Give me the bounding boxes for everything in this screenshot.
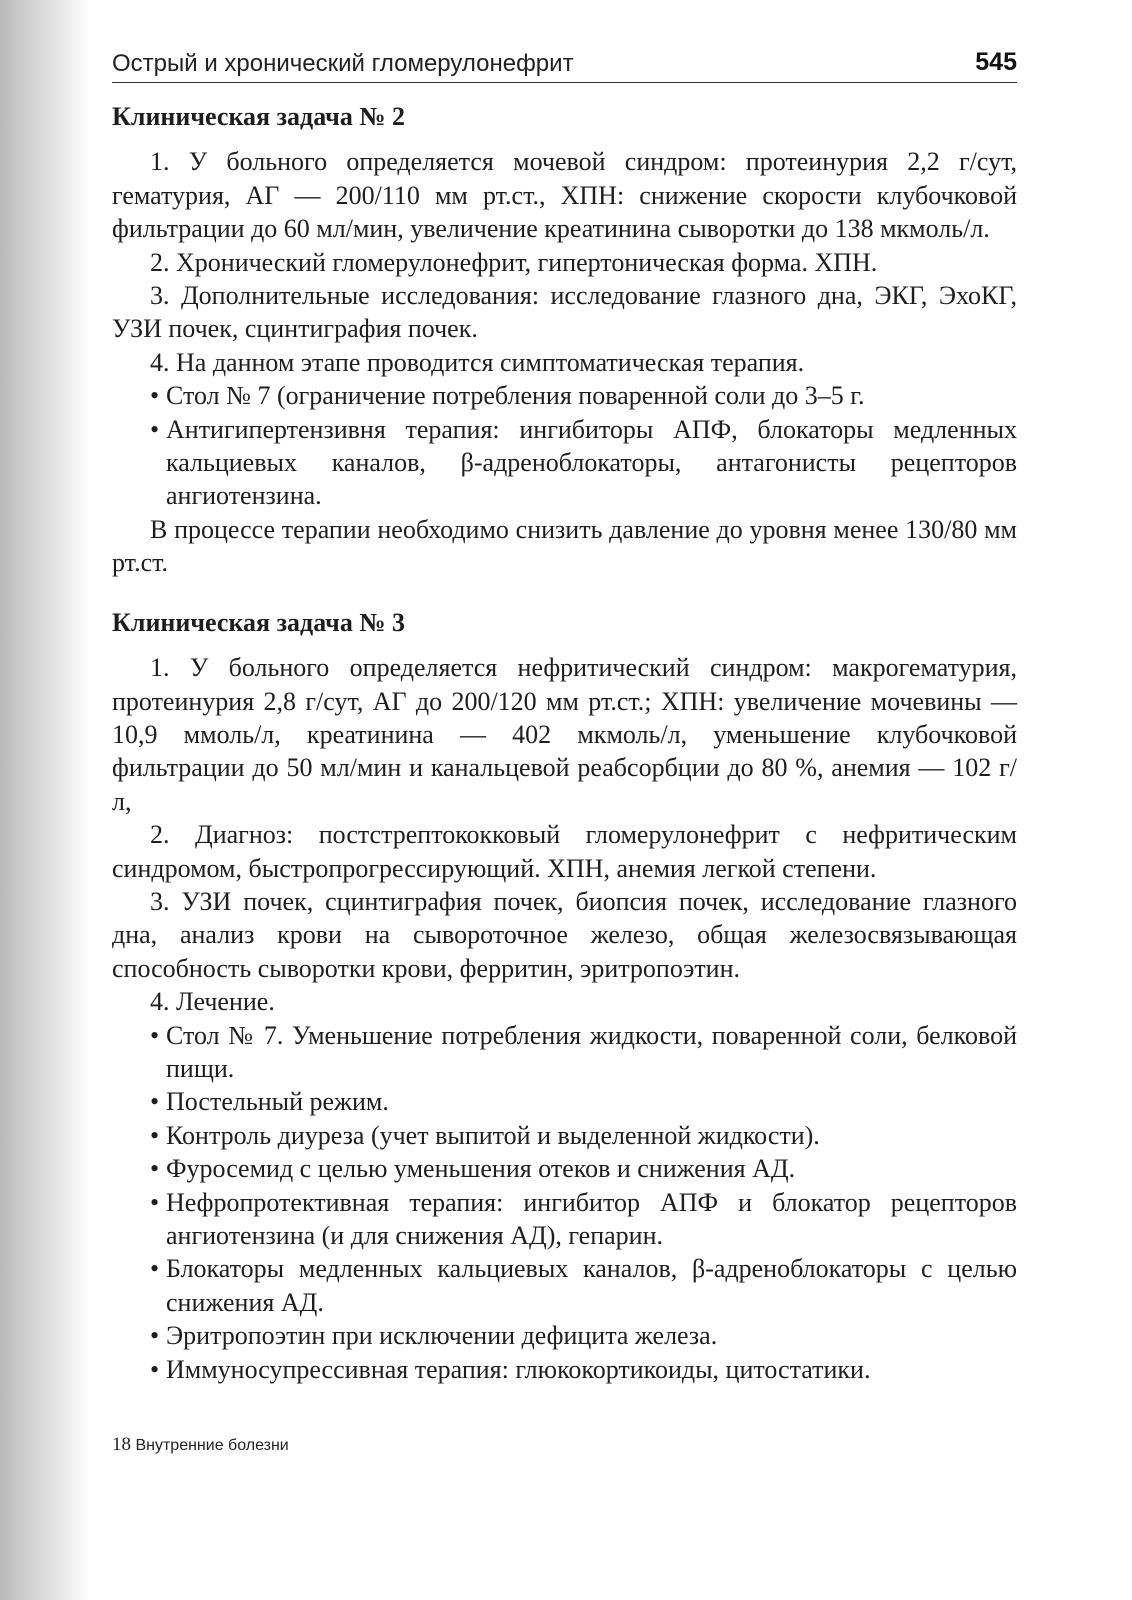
list-item-text: Постельный режим. [166, 1087, 389, 1117]
list-item-text: Нефропротективная терапия: ингибитор АПФ и блокатор рецепторов ангиотензина (и для снижения АД), гепарин. [166, 1187, 1017, 1250]
list-item [112, 1186, 1017, 1253]
bullet-icon: • [150, 1120, 160, 1150]
list-item-text: Стол № 7 (ограничение потребления поваренной соли до 3–5 г. [166, 381, 865, 411]
signature-title: Внутренние болезни [135, 1437, 289, 1454]
task2-paragraph-1: 1. У больного определяется мочевой синдром: протеинурия 2,2 г/сут, гематурия, АГ — 200/110 мм рт.ст., ХПН: снижение скорости клубочковой фильтрации до 60 мл/мин, увеличение креатинина сыворотки до 138 мкмоль/л. [112, 147, 1017, 244]
task2-heading: Клиническая задача № 2 [112, 102, 405, 131]
task3-paragraph-2: 2. Диагноз: постстрептококковый гломерулонефрит с нефритическим синдромом, быстропрогрессирующий. ХПН, анемия легкой степени. [112, 820, 1017, 883]
list-item [112, 1152, 1017, 1185]
bullet-icon: • [150, 381, 160, 411]
list-item [112, 1353, 1017, 1386]
list-item-text: Фуросемид с целью уменьшения отеков и снижения АД. [166, 1154, 796, 1184]
bullet-icon: • [150, 1354, 160, 1384]
list-item [112, 1119, 1017, 1152]
list-item [112, 1085, 1017, 1118]
page-gutter-shadow [0, 0, 90, 1600]
bullet-icon: • [150, 1321, 160, 1351]
page-body [112, 100, 1017, 1386]
list-item-text: Эритропоэтин при исключении дефицита железа. [166, 1321, 718, 1351]
running-title: Острый и хронический гломерулонефрит [112, 50, 574, 77]
task3-paragraph-1: 1. У больного определяется нефритический синдром: макрогематурия, протеинурия 2,8 г/сут, АГ до 200/120 мм рт.ст.; ХПН: увеличение мочевины — 10,9 ммоль/л, креатинина — 402 мкмоль/л, уменьшение клубочковой фильтрации до 50 мл/мин и канальцевой реабсорбции до 80 %, анемия — 102 г/л, [112, 653, 1017, 816]
task2-paragraph-2: 2. Хронический гломерулонефрит, гипертоническая форма. ХПН. [150, 247, 878, 277]
task2-bullet-list [112, 379, 1017, 513]
list-item [112, 1252, 1017, 1319]
signature-number: 18 [112, 1434, 131, 1455]
page-number: 545 [975, 48, 1017, 76]
bullet-icon: • [150, 1020, 160, 1050]
footer-signature [112, 1434, 289, 1456]
task3-heading: Клиническая задача № 3 [112, 607, 405, 637]
list-item-text: Стол № 7. Уменьшение потребления жидкости, поваренной соли, белковой пищи. [166, 1020, 1017, 1083]
list-item-text: Блокаторы медленных кальциевых каналов, β-адреноблокаторы с целью снижения АД. [166, 1254, 1017, 1317]
task3-paragraph-3: 3. УЗИ почек, сцинтиграфия почек, биопсия почек, исследование глазного дна, анализ крови на сывороточное железо, общая железосвязывающая способность сыворотки крови, ферритин, эритропоэтин. [112, 886, 1017, 983]
list-item [112, 1319, 1017, 1352]
list-item [112, 413, 1017, 513]
bullet-icon: • [150, 1087, 160, 1117]
task3-bullet-list [112, 1019, 1017, 1386]
task3-paragraph-4: 4. Лечение. [150, 987, 275, 1017]
list-item-text: Антигипертензивня терапия: ингибиторы АПФ, блокаторы медленных кальциевых каналов, β-адреноблокаторы, антагонисты рецепторов ангиотензина. [166, 414, 1017, 511]
task2-paragraph-4: 4. На данном этапе проводится симптоматическая терапия. [150, 347, 805, 377]
running-head [112, 48, 1017, 83]
bullet-icon: • [150, 1254, 160, 1284]
bullet-icon: • [150, 414, 160, 444]
list-item-text: Контроль диуреза (учет выпитой и выделенной жидкости). [166, 1120, 820, 1150]
bullet-icon: • [150, 1154, 160, 1184]
bullet-icon: • [150, 1187, 160, 1217]
task2-paragraph-3: 3. Дополнительные исследования: исследование глазного дна, ЭКГ, ЭхоКГ, УЗИ почек, сцинтиграфия почек. [112, 281, 1017, 344]
list-item [112, 1019, 1017, 1086]
task2-paragraph-5: В процессе терапии необходимо снизить давление до уровня менее 130/80 мм рт.ст. [112, 514, 1017, 578]
list-item [112, 379, 1017, 412]
list-item-text: Иммуносупрессивная терапия: глюкокортикоиды, цитостатики. [166, 1354, 871, 1384]
